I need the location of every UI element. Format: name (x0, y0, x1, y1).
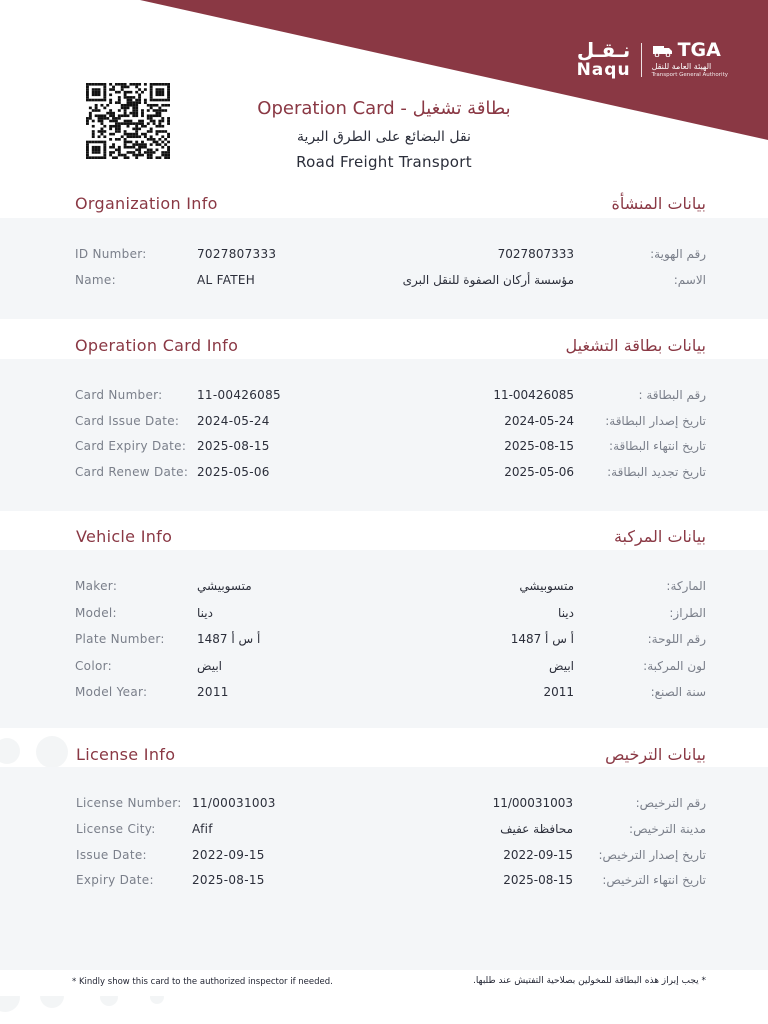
vehicle-title-en: Vehicle Info (76, 527, 173, 546)
tga-logo-arabic: الهيئة العامة للنقل (651, 61, 712, 71)
decorative-dot (36, 736, 68, 768)
row-value-en: 2025-05-06 (197, 465, 270, 479)
tga-logo-text: TGA (677, 38, 721, 61)
row-value-en: 7027807333 (197, 247, 277, 261)
row-value-en: دينا (197, 606, 213, 620)
row-label-en: Plate Number: (75, 632, 165, 646)
operation-card-row (0, 465, 768, 485)
row-value-ar: 2025-05-06 (504, 465, 574, 479)
truck-icon (652, 43, 674, 57)
row-label-ar: رقم اللوحة: (647, 632, 706, 646)
row-label-ar: رقم الترخيص: (635, 796, 706, 810)
row-value-en: متسوبيشي (197, 579, 252, 593)
row-label-en: Card Renew Date: (75, 465, 189, 479)
operation-card-title-ar: بيانات بطاقة التشغيل (565, 336, 706, 355)
row-value-en: 2025-08-15 (197, 439, 270, 453)
license-row (0, 873, 768, 893)
row-value-ar: أ س أ 1487 (510, 632, 574, 646)
license-row (0, 796, 768, 816)
row-value-ar: ابيض (549, 659, 574, 673)
row-label-ar: تاريخ انتهاء الترخيص: (602, 873, 706, 887)
naqu-logo-latin: Naqu (576, 60, 631, 80)
row-value-ar: 11/00031003 (492, 796, 573, 810)
row-value-en: 2022-09-15 (192, 848, 265, 862)
row-label-en: Card Number: (75, 388, 163, 402)
vehicle-row (0, 659, 768, 679)
operation-card-row (0, 388, 768, 408)
row-value-en: 2025-08-15 (192, 873, 265, 887)
row-label-ar: الطراز: (669, 606, 706, 620)
row-value-ar: دينا (558, 606, 574, 620)
row-label-en: License City: (76, 822, 156, 836)
naqu-logo-arabic: نـقـل (576, 38, 631, 62)
row-value-en: AL FATEH (197, 273, 256, 287)
operation-card-title-en: Operation Card Info (75, 336, 239, 355)
tga-logo (651, 38, 728, 79)
license-row (0, 822, 768, 842)
logo-group (577, 40, 728, 79)
row-label-ar: رقم الهوية: (650, 247, 706, 261)
row-label-en: Maker: (75, 579, 118, 593)
row-value-en: Afif (192, 822, 213, 836)
footer-note-ar: * يجب إبراز هذه البطاقة للمخولين بصلاحية التفتيش عند طلبها. (473, 976, 706, 986)
row-value-ar: 11-00426085 (493, 388, 574, 402)
vehicle-row (0, 579, 768, 599)
organization-title-ar: بيانات المنشأة (611, 194, 706, 213)
row-value-ar: محافظة عفيف (500, 822, 573, 836)
row-value-ar: متسوبيشي (519, 579, 574, 593)
organization-row (0, 273, 768, 293)
row-value-ar: مؤسسة أركان الصفوة للنقل البرى (402, 273, 574, 287)
row-label-en: Color: (75, 659, 112, 673)
row-label-ar: الماركة: (666, 579, 706, 593)
row-label-en: Model Year: (75, 685, 148, 699)
row-label-en: Issue Date: (76, 848, 147, 862)
row-label-ar: لون المركبة: (643, 659, 706, 673)
row-value-ar: 2025-08-15 (503, 873, 573, 887)
row-label-ar: الاسم: (673, 273, 706, 287)
operation-card-row (0, 439, 768, 459)
row-label-ar: سنة الصنع: (650, 685, 706, 699)
decorative-dot (0, 738, 20, 764)
footer-note-en: * Kindly show this card to the authorized inspector if needed. (72, 977, 333, 987)
organization-title-en: Organization Info (75, 194, 218, 213)
row-value-ar: 2025-08-15 (504, 439, 574, 453)
license-title-en: License Info (76, 745, 176, 764)
page-subtitle-english: Road Freight Transport (296, 153, 472, 171)
row-value-en: أ س أ 1487 (197, 632, 261, 646)
row-label-ar: تاريخ إصدار البطاقة: (605, 414, 706, 428)
row-label-en: Model: (75, 606, 117, 620)
tga-logo-english: Transport General Authority (651, 71, 728, 78)
row-label-en: Name: (75, 273, 116, 287)
license-title-ar: بيانات الترخيص (605, 745, 706, 764)
vehicle-row (0, 685, 768, 705)
logo-divider (641, 43, 642, 77)
row-value-ar: 7027807333 (497, 247, 574, 261)
row-value-en: 2024-05-24 (197, 414, 270, 428)
organization-panel (0, 218, 768, 319)
row-value-en: 2011 (197, 685, 229, 699)
row-label-ar: تاريخ تجديد البطاقة: (607, 465, 706, 479)
vehicle-title-ar: بيانات المركبة (613, 527, 706, 546)
row-value-ar: 2022-09-15 (503, 848, 573, 862)
operation-card-row (0, 414, 768, 434)
page-subtitle-arabic: نقل البضائع على الطرق البرية (297, 129, 471, 145)
row-value-en: 11/00031003 (192, 796, 276, 810)
row-value-ar: 2011 (543, 685, 574, 699)
row-label-en: Expiry Date: (76, 873, 154, 887)
row-label-en: License Number: (76, 796, 182, 810)
row-label-en: ID Number: (75, 247, 147, 261)
row-label-ar: تاريخ انتهاء البطاقة: (609, 439, 706, 453)
organization-row (0, 247, 768, 267)
naqu-logo (577, 40, 631, 79)
row-value-en: ابيض (197, 659, 222, 673)
row-label-ar: رقم البطاقة : (638, 388, 706, 402)
page-title: Operation Card - بطاقة تشغيل (257, 98, 511, 119)
row-label-ar: تاريخ إصدار الترخيص: (598, 848, 706, 862)
vehicle-row (0, 606, 768, 626)
row-label-ar: مدينة الترخيص: (629, 822, 706, 836)
row-label-en: Card Expiry Date: (75, 439, 187, 453)
row-label-en: Card Issue Date: (75, 414, 180, 428)
vehicle-row (0, 632, 768, 652)
row-value-en: 11-00426085 (197, 388, 281, 402)
license-row (0, 848, 768, 868)
qr-code-icon (86, 83, 170, 159)
row-value-ar: 2024-05-24 (504, 414, 574, 428)
operation-card-panel (0, 359, 768, 511)
